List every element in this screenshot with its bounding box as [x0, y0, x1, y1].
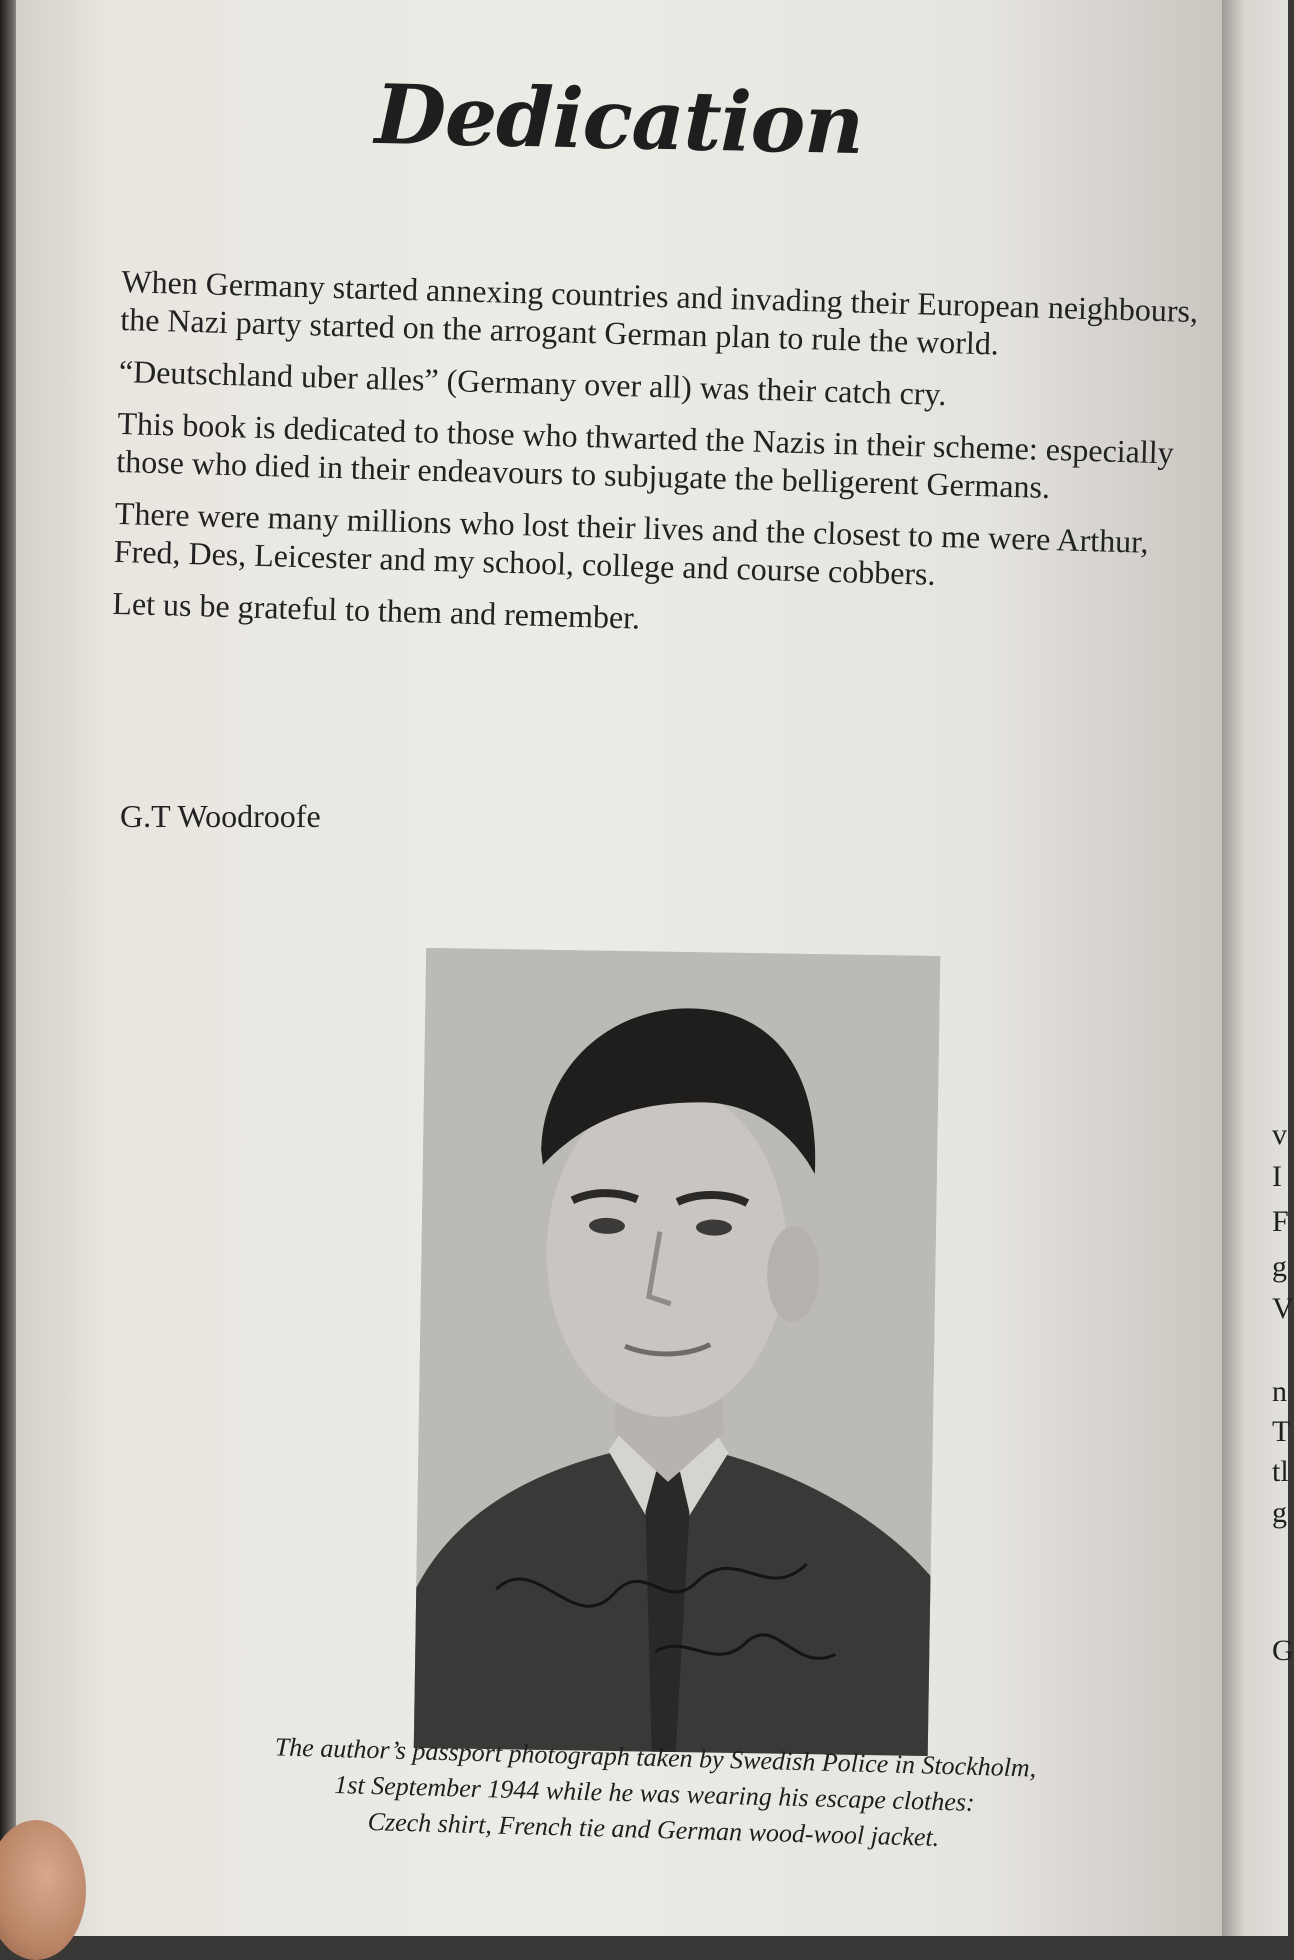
portrait-illustration — [414, 948, 941, 1756]
caption-line: Czech shirt, French tie and German wood-wool jacket. — [367, 1806, 940, 1852]
facing-page-letter: n — [1272, 1375, 1287, 1408]
dedication-paragraph: When Germany started annexing countries and invading their European neighbours, the Nazi party started on the arrogant German plan to rule the world. — [119, 262, 1199, 362]
thumb-holding-page — [0, 1820, 86, 1960]
facing-page-letter: I — [1272, 1160, 1282, 1193]
page-title: Dedication — [373, 66, 865, 174]
photo-caption — [203, 1727, 1106, 1860]
facing-page-letter: T — [1272, 1415, 1291, 1448]
caption-line: The author’s passport photograph taken by Swedish Police in Stockholm, — [274, 1732, 1037, 1783]
dedication-paragraph: Let us be grateful to them and remember. — [111, 584, 641, 636]
book-page — [16, 0, 1222, 1936]
facing-page-letter: G — [1272, 1634, 1294, 1667]
facing-page-letter: tl — [1272, 1455, 1289, 1488]
facing-page-letter: v — [1272, 1118, 1287, 1151]
dedication-paragraph: “Deutschland uber alles” (Germany over all) was their catch cry. — [118, 352, 947, 413]
facing-page-letter: V — [1272, 1292, 1294, 1325]
dedication-paragraph: This book is dedicated to those who thwarted the Nazis in their scheme: especially those who died in their endeavours to subjugate the belligerent Germans. — [115, 404, 1175, 505]
facing-page-edge — [1222, 0, 1294, 1936]
author-passport-photo — [414, 948, 941, 1756]
dedication-body — [112, 262, 1202, 666]
facing-page-letter: g — [1272, 1250, 1287, 1283]
facing-page-letter: F — [1272, 1205, 1289, 1238]
caption-line: 1st September 1944 while he was wearing his escape clothes: — [333, 1770, 976, 1817]
author-signature: G.T Woodroofe — [120, 798, 321, 834]
dedication-paragraph: There were many millions who lost their lives and the closest to me were Arthur, Fred, Des, Leicester and my school, college and course cobbers. — [113, 494, 1150, 592]
facing-page-letter: g — [1272, 1496, 1287, 1529]
